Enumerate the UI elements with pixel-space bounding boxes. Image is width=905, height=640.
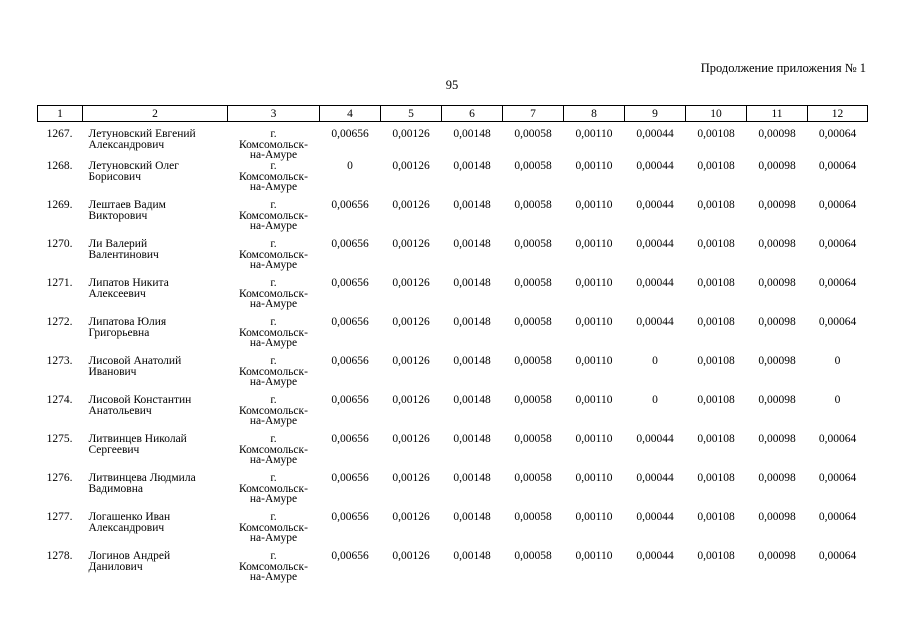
value-cell-col4: 0,00656 [331, 433, 369, 445]
person-name-cell [83, 512, 228, 551]
value-cell-col6: 0,00148 [453, 238, 491, 250]
value-cell-col12: 0,00064 [818, 433, 857, 445]
value-cell-col11: 0,00098 [758, 433, 796, 445]
city-line: г. [270, 128, 277, 140]
value-cell-col8: 0,00110 [575, 128, 613, 140]
value-cell-col4: 0,00656 [331, 394, 369, 406]
person-name-cell [83, 239, 228, 278]
value-cell-col12: 0,00064 [818, 128, 857, 140]
value-cell-col6: 0,00148 [453, 277, 491, 289]
city-cell [228, 551, 320, 590]
value-cell-col7: 0,00058 [514, 394, 552, 406]
person-name-cell [83, 278, 228, 317]
column-header-11: 11 [747, 106, 808, 122]
column-header-3: 3 [228, 106, 320, 122]
value-cell-col9: 0,00044 [636, 238, 674, 250]
value-cell-col10: 0,00108 [697, 472, 735, 484]
city-line: Комсомольск- [239, 138, 308, 151]
value-cell-col6: 0,00148 [453, 160, 491, 172]
value-cell-col9: 0,00044 [636, 316, 674, 328]
city-line: Комсомольск- [239, 248, 308, 261]
person-name-line2: Александрович [88, 138, 165, 151]
value-cell-col6: 0,00148 [453, 316, 491, 328]
table-row [38, 161, 868, 200]
person-name-cell [83, 551, 228, 590]
person-name-line2: Вадимовна [88, 482, 143, 495]
value-cell-col11: 0,00098 [758, 316, 796, 328]
column-header-10: 10 [686, 106, 747, 122]
person-name-line1: Логинов Андрей [88, 550, 171, 562]
value-cell-col11: 0,00098 [758, 128, 796, 140]
row-number: 1278. [46, 550, 73, 562]
value-cell-col7: 0,00058 [514, 160, 552, 172]
data-table [37, 105, 868, 590]
value-cell-col4: 0,00656 [331, 511, 369, 523]
city-line: Комсомольск- [239, 170, 308, 183]
city-line: Комсомольск- [239, 404, 308, 417]
value-cell-col8: 0,00110 [575, 550, 613, 562]
value-cell-col6: 0,00148 [453, 355, 491, 367]
person-name-line1: Ли Валерий [88, 238, 148, 250]
value-cell-col11: 0,00098 [758, 511, 796, 523]
city-cell [228, 512, 320, 551]
city-line: на-Амуре [249, 454, 298, 466]
city-cell [228, 356, 320, 395]
row-number: 1272. [46, 316, 73, 328]
value-cell-col11: 0,00098 [758, 472, 796, 484]
value-cell-col4: 0,00656 [331, 199, 369, 211]
person-name-line1: Лештаев Вадим [88, 199, 166, 211]
column-header-12: 12 [808, 106, 868, 122]
value-cell-col7: 0,00058 [514, 433, 552, 445]
value-cell-col10: 0,00108 [697, 394, 735, 406]
value-cell-col5: 0,00126 [392, 472, 430, 484]
value-cell-col5: 0,00126 [392, 316, 430, 328]
value-cell-col9: 0,00044 [636, 277, 674, 289]
value-cell-col12: 0,00064 [818, 511, 857, 523]
city-line: на-Амуре [249, 259, 298, 271]
value-cell-col7: 0,00058 [514, 511, 552, 523]
person-name-line1: Лисовой Анатолий [88, 355, 182, 367]
person-name-line1: Лисовой Константин [88, 394, 192, 406]
value-cell-col12: 0 [834, 355, 841, 367]
value-cell-col8: 0,00110 [575, 316, 613, 328]
value-cell-col6: 0,00148 [453, 394, 491, 406]
city-line: на-Амуре [249, 337, 298, 349]
value-cell-col12: 0,00064 [818, 238, 857, 250]
table-row [38, 551, 868, 590]
value-cell-col5: 0,00126 [392, 128, 430, 140]
city-line: г. [270, 316, 277, 328]
value-cell-col4: 0,00656 [331, 316, 369, 328]
value-cell-col9: 0 [652, 355, 658, 367]
value-cell-col5: 0,00126 [392, 160, 430, 172]
person-name-line2: Данилович [88, 560, 143, 573]
value-cell-col11: 0,00098 [758, 160, 796, 172]
person-name-cell [83, 122, 228, 162]
value-cell-col10: 0,00108 [697, 511, 735, 523]
value-cell-col6: 0,00148 [453, 511, 491, 523]
value-cell-col10: 0,00108 [697, 433, 735, 445]
city-line: на-Амуре [249, 181, 298, 193]
value-cell-col8: 0,00110 [575, 472, 613, 484]
value-cell-col4: 0 [347, 160, 353, 172]
value-cell-col8: 0,00110 [575, 355, 613, 367]
column-header-8: 8 [564, 106, 625, 122]
table-row [38, 473, 868, 512]
column-header-7: 7 [503, 106, 564, 122]
column-header-4: 4 [320, 106, 381, 122]
value-cell-col4: 0,00656 [331, 238, 369, 250]
value-cell-col12: 0,00064 [818, 160, 857, 172]
city-line: г. [270, 511, 277, 523]
value-cell-col8: 0,00110 [575, 160, 613, 172]
city-line: на-Амуре [249, 376, 298, 388]
person-name-line1: Липатов Никита [88, 277, 169, 289]
person-name-line2: Сергеевич [88, 443, 140, 456]
person-name-line2: Борисович [88, 170, 141, 183]
value-cell-col10: 0,00108 [697, 160, 735, 172]
person-name-line2: Иванович [88, 365, 137, 378]
person-name-line2: Алексеевич [88, 287, 146, 300]
city-line: г. [270, 355, 277, 367]
value-cell-col6: 0,00148 [453, 199, 491, 211]
city-line: на-Амуре [249, 298, 298, 310]
city-line: Комсомольск- [239, 560, 308, 573]
table-row [38, 317, 868, 356]
value-cell-col6: 0,00148 [453, 550, 491, 562]
value-cell-col9: 0,00044 [636, 472, 674, 484]
city-line: Комсомольск- [239, 482, 308, 495]
value-cell-col7: 0,00058 [514, 277, 552, 289]
person-name-line2: Викторович [88, 209, 148, 222]
value-cell-col5: 0,00126 [392, 199, 430, 211]
value-cell-col7: 0,00058 [514, 550, 552, 562]
value-cell-col5: 0,00126 [392, 238, 430, 250]
table-row [38, 278, 868, 317]
value-cell-col7: 0,00058 [514, 238, 552, 250]
person-name-line2: Григорьевна [88, 326, 150, 339]
person-name-line2: Валентинович [88, 248, 159, 261]
value-cell-col5: 0,00126 [392, 394, 430, 406]
row-number: 1275. [46, 433, 73, 445]
city-line: г. [270, 433, 277, 445]
row-number: 1268. [46, 160, 73, 172]
value-cell-col8: 0,00110 [575, 199, 613, 211]
value-cell-col7: 0,00058 [514, 472, 552, 484]
value-cell-col11: 0,00098 [758, 550, 796, 562]
table-body [38, 122, 868, 591]
value-cell-col9: 0,00044 [636, 160, 674, 172]
value-cell-col7: 0,00058 [514, 128, 552, 140]
value-cell-col4: 0,00656 [331, 128, 369, 140]
page-number: 95 [445, 78, 459, 92]
column-header-2: 2 [83, 106, 228, 122]
column-header-5: 5 [381, 106, 442, 122]
value-cell-col6: 0,00148 [453, 128, 491, 140]
value-cell-col10: 0,00108 [697, 238, 735, 250]
value-cell-col10: 0,00108 [697, 550, 735, 562]
value-cell-col10: 0,00108 [697, 128, 735, 140]
row-number: 1276. [46, 472, 73, 484]
value-cell-col4: 0,00656 [331, 472, 369, 484]
value-cell-col12: 0,00064 [818, 472, 857, 484]
person-name-line1: Литвинцева Людмила [88, 472, 196, 484]
table-row [38, 356, 868, 395]
value-cell-col7: 0,00058 [514, 355, 552, 367]
city-line: на-Амуре [249, 532, 298, 544]
person-name-line1: Летуновский Евгений [88, 128, 196, 140]
column-header-1: 1 [38, 106, 83, 122]
value-cell-col5: 0,00126 [392, 433, 430, 445]
value-cell-col11: 0,00098 [758, 355, 796, 367]
value-cell-col8: 0,00110 [575, 433, 613, 445]
row-number: 1269. [46, 199, 73, 211]
value-cell-col4: 0,00656 [331, 277, 369, 289]
value-cell-col6: 0,00148 [453, 433, 491, 445]
person-name-cell [83, 356, 228, 395]
city-line: на-Амуре [249, 220, 298, 232]
value-cell-col7: 0,00058 [514, 199, 552, 211]
value-cell-col12: 0,00064 [818, 199, 857, 211]
city-line: на-Амуре [249, 493, 298, 505]
city-line: г. [270, 238, 277, 250]
row-number: 1271. [46, 277, 73, 289]
city-line: г. [270, 550, 277, 562]
row-number: 1274. [46, 394, 73, 406]
value-cell-col5: 0,00126 [392, 511, 430, 523]
city-cell [228, 317, 320, 356]
person-name-cell [83, 473, 228, 512]
table-row [38, 200, 868, 239]
value-cell-col11: 0,00098 [758, 238, 796, 250]
column-header-9: 9 [625, 106, 686, 122]
city-cell [228, 122, 320, 162]
value-cell-col12: 0 [834, 394, 841, 406]
value-cell-col10: 0,00108 [697, 199, 735, 211]
continuation-note: Продолжение приложения № 1 [700, 61, 866, 75]
city-line: Комсомольск- [239, 365, 308, 378]
person-name-cell [83, 434, 228, 473]
value-cell-col5: 0,00126 [392, 550, 430, 562]
city-line: на-Амуре [249, 149, 298, 161]
city-line: г. [270, 160, 277, 172]
city-line: Комсомольск- [239, 326, 308, 339]
row-number: 1267. [46, 128, 73, 140]
value-cell-col12: 0,00064 [818, 550, 857, 562]
value-cell-col11: 0,00098 [758, 394, 796, 406]
table-row [38, 122, 868, 162]
city-line: Комсомольск- [239, 209, 308, 222]
city-line: г. [270, 472, 277, 484]
value-cell-col5: 0,00126 [392, 355, 430, 367]
city-line: г. [270, 277, 277, 289]
value-cell-col9: 0,00044 [636, 511, 674, 523]
person-name-line2: Александрович [88, 521, 165, 534]
table-row [38, 395, 868, 434]
city-line: Комсомольск- [239, 287, 308, 300]
value-cell-col8: 0,00110 [575, 511, 613, 523]
table-row [38, 434, 868, 473]
city-line: Комсомольск- [239, 521, 308, 534]
person-name-line2: Анатольевич [88, 404, 152, 417]
table-row [38, 239, 868, 278]
city-cell [228, 200, 320, 239]
header-row [38, 106, 868, 122]
person-name-line1: Липатова Юлия [88, 316, 167, 328]
city-cell [228, 395, 320, 434]
value-cell-col9: 0,00044 [636, 550, 674, 562]
row-number: 1270. [46, 238, 73, 250]
value-cell-col8: 0,00110 [575, 238, 613, 250]
value-cell-col5: 0,00126 [392, 277, 430, 289]
value-cell-col11: 0,00098 [758, 199, 796, 211]
column-header-6: 6 [442, 106, 503, 122]
person-name-line1: Летуновский Олег [88, 160, 179, 172]
city-cell [228, 473, 320, 512]
city-cell [228, 161, 320, 200]
value-cell-col10: 0,00108 [697, 316, 735, 328]
person-name-cell [83, 317, 228, 356]
value-cell-col6: 0,00148 [453, 472, 491, 484]
value-cell-col9: 0,00044 [636, 199, 674, 211]
person-name-cell [83, 161, 228, 200]
city-cell [228, 434, 320, 473]
row-number: 1273. [46, 355, 73, 367]
city-line: на-Амуре [249, 571, 298, 583]
value-cell-col10: 0,00108 [697, 277, 735, 289]
city-cell [228, 278, 320, 317]
person-name-cell [83, 200, 228, 239]
value-cell-col9: 0,00044 [636, 128, 674, 140]
value-cell-col7: 0,00058 [514, 316, 552, 328]
value-cell-col12: 0,00064 [818, 277, 857, 289]
value-cell-col8: 0,00110 [575, 394, 613, 406]
table-row [38, 512, 868, 551]
value-cell-col9: 0 [652, 394, 658, 406]
city-line: Комсомольск- [239, 443, 308, 456]
person-name-line1: Литвинцев Николай [88, 433, 187, 445]
value-cell-col12: 0,00064 [818, 316, 857, 328]
value-cell-col10: 0,00108 [697, 355, 735, 367]
city-line: на-Амуре [249, 415, 298, 427]
value-cell-col11: 0,00098 [758, 277, 796, 289]
city-line: г. [270, 394, 277, 406]
person-name-cell [83, 395, 228, 434]
value-cell-col4: 0,00656 [331, 355, 369, 367]
city-line: г. [270, 199, 277, 211]
value-cell-col8: 0,00110 [575, 277, 613, 289]
value-cell-col9: 0,00044 [636, 433, 674, 445]
row-number: 1277. [46, 511, 73, 523]
value-cell-col4: 0,00656 [331, 550, 369, 562]
person-name-line1: Логашенко Иван [88, 511, 171, 523]
city-cell [228, 239, 320, 278]
